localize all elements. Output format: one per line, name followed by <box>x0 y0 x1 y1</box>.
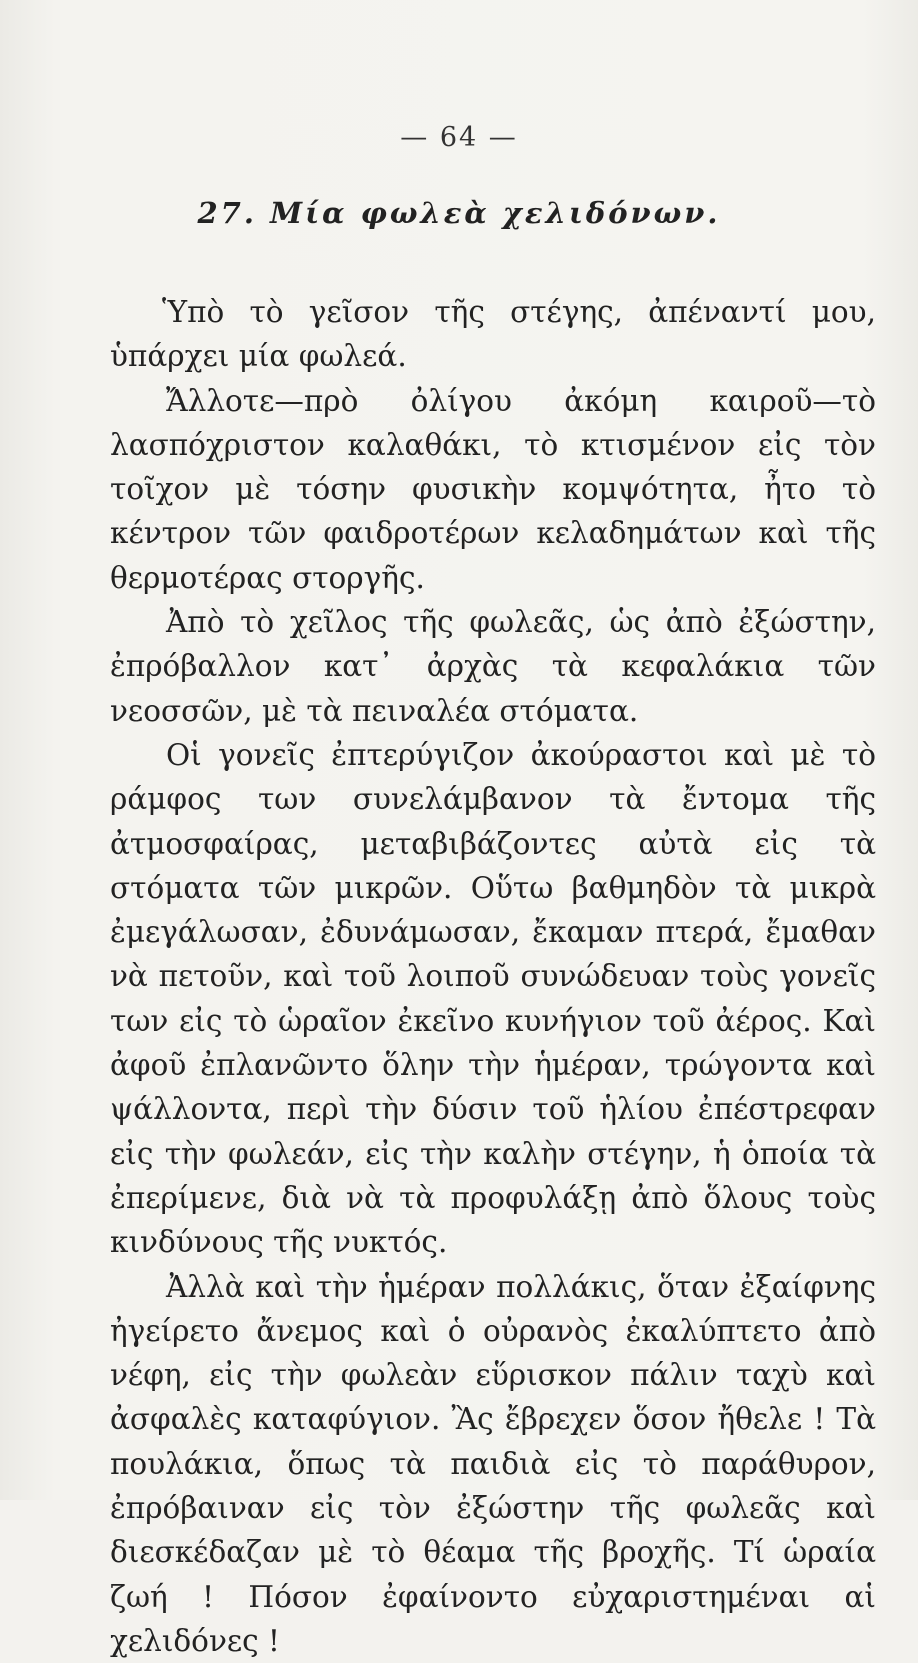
paragraph: Ἀπὸ τὸ χεῖλος τῆς φωλεᾶς, ὡς ἀπὸ ἐξώστην, ἐπρόβαλλον κατ᾽ ἀρχὰς τὰ κεφαλάκια τῶν νεοσσῶν, μὲ τὰ πειναλέα στόματα. <box>110 605 876 728</box>
paragraph: Οἱ γονεῖς ἐπτερύγιζον ἀκούραστοι καὶ μὲ τὸ ράμφος των συνελάμβανον τὰ ἔντομα τῆς ἀτμοσφαίρας, μεταβιβάζοντες αὐτὰ εἰς τὰ στόματα τῶν μικρῶν. Οὕτω βαθμηδὸν τὰ μικρὰ ἐμεγάλωσαν, ἐδυνάμωσαν, ἔκαμαν πτερά, ἔμαθαν νὰ πετοῦν, καὶ τοῦ λοιποῦ συνώδευαν τοὺς γονεῖς των εἰς τὸ ὡραῖον ἐκεῖνο κυνήγιον τοῦ ἀέρος. Καὶ ἀφοῦ ἐπλανῶντο ὅλην τὴν ἡμέραν, τρώγοντα καὶ ψάλλοντα, περὶ τὴν δύσιν τοῦ ἡλίου ἐπέστρεφαν εἰς τὴν φωλεάν, εἰς τὴν καλὴν στέγην, ἡ ὁποία τὰ ἐπερίμενε, διὰ νὰ τὰ προφυλάξῃ ἀπὸ ὅλους τοὺς κινδύνους τῆς νυκτός. <box>110 737 876 1260</box>
paragraph: Ἀλλὰ καὶ τὴν ἡμέραν πολλάκις, ὅταν ἐξαίφνης ἠγείρετο ἄνεμος καὶ ὁ οὐρανὸς ἐκαλύπτετο ἀπὸ νέφη, εἰς τὴν φωλεὰν εὕρισκον πάλιν ταχὺ καὶ ἀσφαλὲς καταφύγιον. Ἂς ἔβρεχεν ὅσον ἤθελε ! Τὰ πουλάκια, ὅπως τὰ παιδιὰ εἰς τὸ παράθυρον, ἐπρόβαιναν εἰς τὸν ἐξώστην τῆς φωλεᾶς καὶ διεσκέδαζαν μὲ τὸ θέαμα τῆς βροχῆς. Τί ὡραία ζωή ! Πόσον ἐφαίνοντο εὐχαριστημέναι αἱ χελιδόνες ! <box>110 1269 876 1658</box>
paragraph: Ὑπὸ τὸ γεῖσον τῆς στέγης, ἀπέναντί μου, ὑπάρχει μία φωλεά. <box>110 295 876 374</box>
body-text <box>110 290 876 1663</box>
paragraph: Ἄλλοτε—πρὸ ὀλίγου ἀκόμη καιροῦ—τὸ λασπόχριστον καλαθάκι, τὸ κτισμένον εἰς τὸν τοῖχον μὲ τόσην φυσικὴν κομψότητα, ἦτο τὸ κέντρον τῶν φαιδροτέρων κελαδημάτων καὶ τῆς θερμοτέρας στοργῆς. <box>110 383 876 595</box>
chapter-title: 27. Μία φωλεὰ χελιδόνων. <box>197 196 721 230</box>
page-number: — 64 — <box>400 122 518 153</box>
